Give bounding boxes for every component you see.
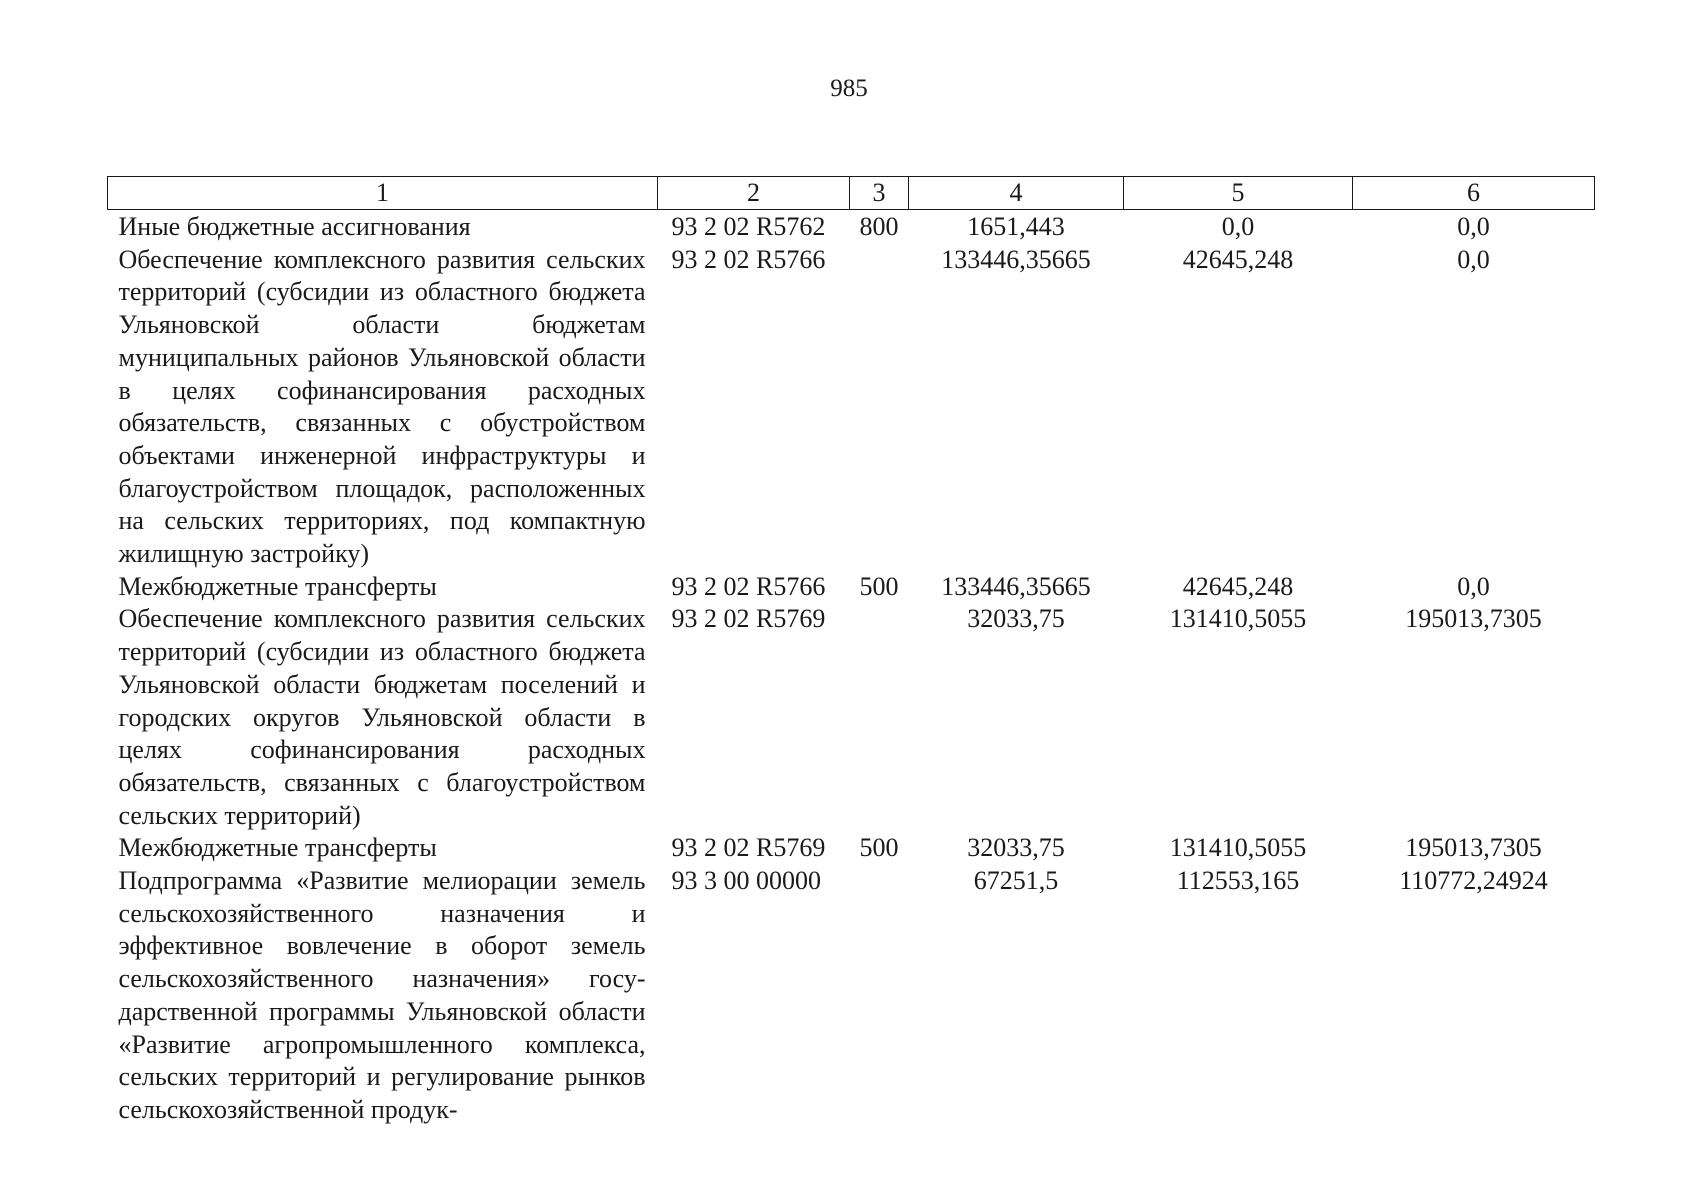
row-value-4: 32033,75 bbox=[967, 604, 1065, 634]
row-name: Межбюджетные трансферты bbox=[118, 833, 437, 863]
row-expense-type bbox=[850, 603, 909, 832]
row-value-5: 112553,165 bbox=[1176, 866, 1300, 896]
column-header-3: 3 bbox=[850, 177, 909, 210]
table-header bbox=[108, 177, 1595, 210]
row-name: Подпрограмма «Развитие мелиорации земель сельскохозяйственного назначения и эффективное вовлечение в оборот земель сельскохозяйственного назначения» государственной программы Ульяновской области «Развитие агропромышленного комплекса, сельских территорий и регулирование рынков сельскохозяйственной продук- bbox=[118, 866, 646, 1124]
column-header-1: 1 bbox=[108, 177, 658, 210]
row-expense-type: 500 bbox=[859, 833, 899, 863]
row-name: Обеспечение комплексного развития сельских территорий (субсидии из областного бюджета Ульяновской области бюджетам муниципальных районов Ульяновской области в целях софинансирования расходных обязательств, связанных с обустройством объектами инженерной инфраструктуры и благоустройством площадок, расположенных на сельских территориях, под компактную жилищную застройку) bbox=[118, 244, 646, 569]
row-value-4: 67251,5 bbox=[973, 866, 1059, 896]
table-row bbox=[108, 865, 1595, 1127]
row-value-6: 110772,24924 bbox=[1399, 866, 1548, 896]
row-value-6: 0,0 bbox=[1457, 212, 1490, 241]
row-code: 93 2 02 R5769 bbox=[671, 833, 826, 863]
row-value-6: 195013,7305 bbox=[1405, 604, 1542, 634]
table-row bbox=[108, 832, 1595, 865]
row-name: Межбюджетные трансферты bbox=[118, 571, 437, 601]
row-value-4: 1651,443 bbox=[967, 212, 1065, 241]
column-header-2: 2 bbox=[658, 177, 850, 210]
table-row bbox=[108, 571, 1595, 604]
row-value-5: 131410,5055 bbox=[1169, 833, 1307, 863]
table-row bbox=[108, 210, 1595, 244]
row-code: 93 2 02 R5762 bbox=[671, 212, 826, 241]
row-value-4: 32033,75 bbox=[967, 833, 1065, 863]
row-value-5: 0,0 bbox=[1221, 212, 1255, 241]
row-value-4: 133446,35665 bbox=[941, 571, 1091, 601]
column-header-6: 6 bbox=[1353, 177, 1595, 210]
row-value-6: 195013,7305 bbox=[1405, 833, 1542, 863]
header-row bbox=[108, 177, 1595, 210]
column-header-5: 5 bbox=[1124, 177, 1353, 210]
row-value-5: 42645,248 bbox=[1182, 571, 1294, 601]
row-name: Иные бюджетные ассигнования bbox=[118, 212, 471, 241]
row-code: 93 2 02 R5766 bbox=[671, 571, 826, 601]
table-body bbox=[108, 210, 1595, 1127]
row-expense-type: 800 bbox=[859, 212, 899, 241]
row-code: 93 3 00 00000 bbox=[671, 866, 821, 896]
budget-table bbox=[107, 176, 1595, 1127]
row-expense-type bbox=[850, 244, 909, 571]
row-value-5: 42645,248 bbox=[1182, 244, 1294, 274]
column-header-4: 4 bbox=[909, 177, 1124, 210]
row-expense-type bbox=[850, 865, 909, 1127]
row-value-4: 133446,35665 bbox=[941, 244, 1091, 274]
row-name: Обеспечение комплексного развития сельских территорий (субсидии из областного бюджета Ульяновской области бюджетам поселений и городских округов Ульяновской области в целях софинансирования расходных обязательств, связанных с благоустройством сельских территорий) bbox=[118, 604, 646, 830]
row-value-6: 0,0 bbox=[1457, 244, 1490, 274]
table-row bbox=[108, 603, 1595, 832]
row-value-5: 131410,5055 bbox=[1169, 604, 1307, 634]
page-number: 985 bbox=[830, 75, 868, 102]
row-value-6: 0,0 bbox=[1457, 571, 1490, 601]
table-row bbox=[108, 244, 1595, 571]
row-code: 93 2 02 R5766 bbox=[671, 244, 826, 274]
row-expense-type: 500 bbox=[859, 571, 899, 601]
row-code: 93 2 02 R5769 bbox=[671, 604, 826, 634]
